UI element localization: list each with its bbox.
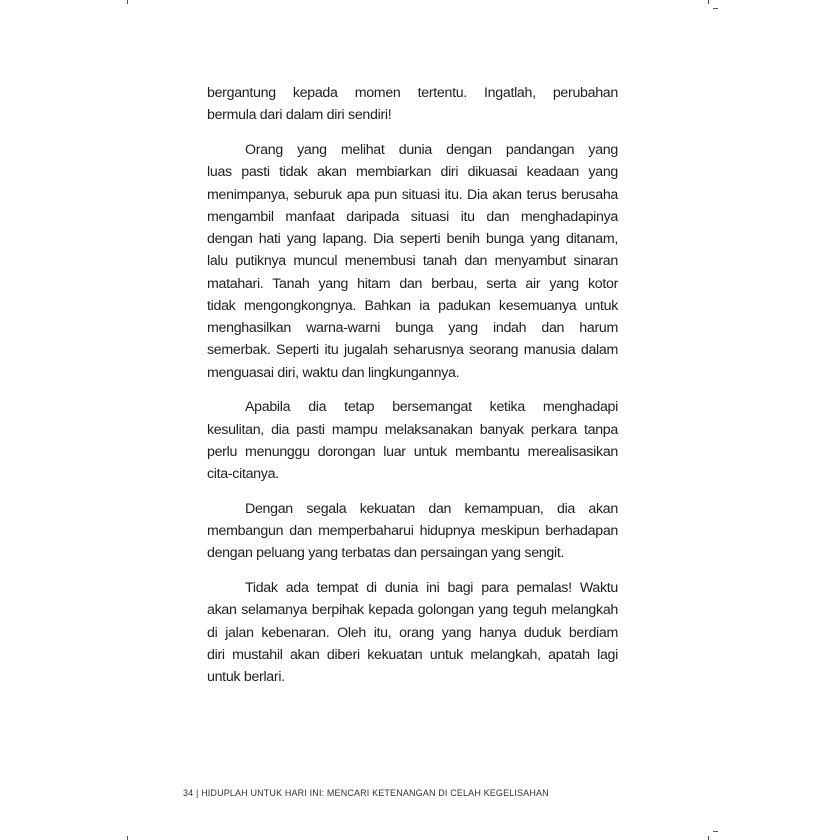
text-line: akan selamanya berpihak kepada golongan yang teguh melangkah xyxy=(207,602,618,619)
text-line: menguasai diri, waktu dan lingkungannya. xyxy=(207,364,460,381)
text-line: semerbak. Seperti itu jugalah seharusnya seorang manusia dalam xyxy=(207,342,618,359)
text-line: untuk berlari. xyxy=(207,669,285,685)
paragraph xyxy=(207,82,618,127)
text-line: Orang yang melihat dunia dengan pandangan yang xyxy=(245,142,618,158)
running-title: HIDUPLAH UNTUK HARI INI: MENCARI KETENANGAN DI CELAH KEGELISAHAN xyxy=(201,788,549,798)
text-line: lalu putiknya muncul menembusi tanah dan menyambut sinaran xyxy=(207,253,618,270)
text-line: menimpanya, seburuk apa pun situasi itu. Dia akan terus berusaha xyxy=(207,186,618,203)
crop-mark-top-left xyxy=(127,0,128,4)
footer-separator: | xyxy=(195,788,199,798)
text-line: mengambil manfaat daripada situasi itu dan menghadapinya xyxy=(207,208,618,225)
text-line: di jalan kebenaran. Oleh itu, orang yang hanya duduk berdiam xyxy=(207,624,618,641)
crop-mark-top-right xyxy=(708,0,709,4)
paragraph xyxy=(207,498,618,565)
text-line: Dengan segala kekuatan dan kemampuan, dia akan xyxy=(245,500,618,517)
crop-mark-bottom-left xyxy=(127,836,128,840)
text-line: perlu menunggu dorongan luar untuk membantu merealisasikan xyxy=(207,443,618,460)
crop-mark-top-right-tick xyxy=(713,8,718,9)
crop-mark-bottom-right-tick xyxy=(713,831,718,832)
text-line: matahari. Tanah yang hitam dan berbau, serta air yang kotor xyxy=(207,275,618,292)
text-line: kesulitan, dia pasti mampu melaksanakan banyak perkara tanpa xyxy=(207,421,618,438)
paragraph xyxy=(207,139,618,384)
paragraph xyxy=(207,396,618,485)
text-line: menghasilkan warna-warni bunga yang indah dan harum xyxy=(207,320,618,336)
text-line: tidak mengongkongnya. Bahkan ia padukan kesemuanya untuk xyxy=(207,297,618,314)
paragraph xyxy=(207,577,618,688)
text-line: Tidak ada tempat di dunia ini bagi para pemalas! Waktu xyxy=(245,580,618,596)
text-line: diri mustahil akan diberi kekuatan untuk melangkah, apatah lagi xyxy=(207,646,618,663)
text-line: luas pasti tidak akan membiarkan diri dikuasai keadaan yang xyxy=(207,164,618,181)
crop-mark-bottom-right xyxy=(708,836,709,840)
text-line: bergantung kepada momen tertentu. Ingatlah, perubahan xyxy=(207,85,618,101)
text-line: cita-citanya. xyxy=(207,466,279,482)
text-line: membangun dan memperbaharui hidupnya meskipun berhadapan xyxy=(207,523,618,539)
text-line: dengan peluang yang terbatas dan persaingan yang sengit. xyxy=(207,545,565,562)
page-number: 34 xyxy=(183,788,194,798)
body-text xyxy=(207,82,618,701)
text-line: dengan hati yang lapang. Dia seperti benih bunga yang ditanam, xyxy=(207,231,618,247)
text-line: Apabila dia tetap bersemangat ketika menghadapi xyxy=(245,399,618,416)
text-line: bermula dari dalam diri sendiri! xyxy=(207,107,392,124)
running-footer xyxy=(183,787,549,799)
